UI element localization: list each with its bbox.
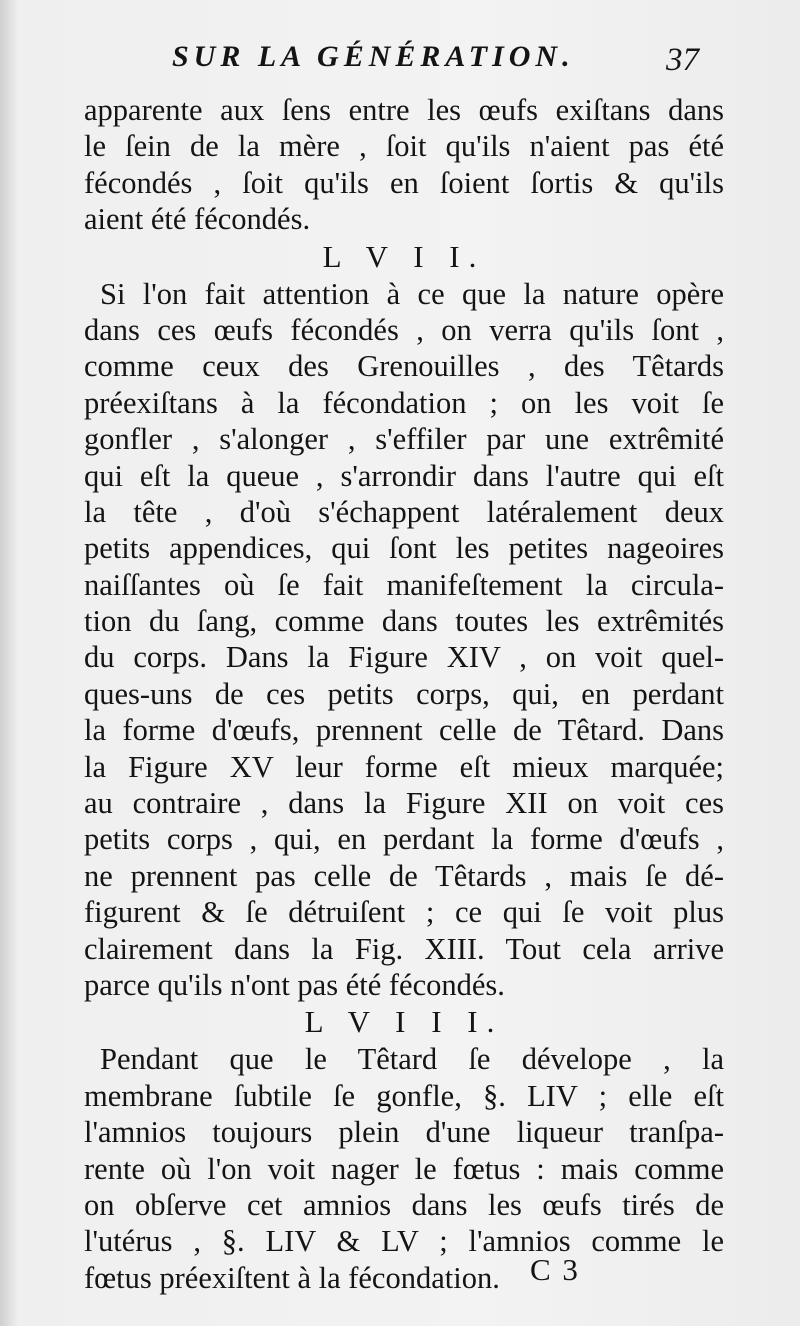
text-line: le ſein de la mère , ſoit qu'ils n'aient pas été [84,129,724,164]
text-line: ne prennent pas celle de Têtards , mais ſe dé- [84,858,724,893]
text-line: la forme d'œufs, prennent celle de Têtard. Dans [84,713,724,748]
text-line: comme ceux des Grenouilles , des Têtards [84,349,724,384]
section-heading-57: L V I I. [322,238,486,274]
text-line: aient été fécondés. [84,202,311,237]
text-line: fœtus préexiſtent à la fécondation. [84,1260,500,1295]
text-line: petits corps , qui, en perdant la forme d'œufs , [84,822,724,857]
text-line: rente où l'on voit nager le fœtus : mais comme [84,1151,724,1186]
text-line: qui eſt la queue , s'arrondir dans l'autre qui eſt [84,458,724,493]
text-line: gonfler , s'alonger , s'effiler par une extrêmité [84,422,724,457]
page-header [0,40,800,90]
text-line: préexiſtans à la fécondation ; on les voit ſe [84,385,724,420]
signature-mark: C 3 [530,1252,580,1287]
page-number: 37 [666,42,699,78]
text-line: du corps. Dans la Figure XIV , on voit quel- [84,640,724,675]
text-line: petits appendices, qui ſont les petites nageoires [84,531,724,566]
text-line: clairement dans la Fig. XIII. Tout cela arrive [84,931,724,966]
text-line: figurent & ſe détruiſent ; ce qui ſe voit plus [84,895,724,930]
text-line: au contraire , dans la Figure XII on voit ces [84,786,724,821]
text-line: apparente aux ſens entre les œufs exiſtans dans [84,93,724,127]
text-line: l'utérus , §. LIV & LV ; l'amnios comme le [84,1224,724,1259]
section-heading-58: L V I I I. [304,1004,504,1040]
text-line: Si l'on fait attention à ce que la nature opère [100,276,724,311]
text-line: l'amnios toujours plein d'une liqueur tranſpa- [84,1115,724,1150]
running-title: SUR LA GÉNÉRATION. [172,40,575,73]
text-line: la Figure XV leur forme eſt mieux marquée; [84,749,724,784]
text-line: ques-uns de ces petits corps, qui, en perdant [84,676,724,711]
text-line: fécondés , ſoit qu'ils en ſoient ſortis & qu'ils [84,165,724,200]
text-line: membrane ſubtile ſe gonfle, §. LIV ; elle eſt [84,1078,724,1113]
text-line: tion du ſang, comme dans toutes les extrêmités [84,604,724,639]
text-line: dans ces œufs fécondés , on verra qu'ils ſont , [84,312,724,347]
text-line: on obſerve cet amnios dans les œufs tirés de [84,1187,724,1222]
page-body [84,92,724,1296]
text-line: parce qu'ils n'ont pas été fécondés. [84,967,505,1002]
text-line: la tête , d'où s'échappent latéralement deux [84,494,724,529]
text-line: Pendant que le Têtard ſe dévelope , la [100,1042,724,1077]
text-line: naiſſantes où ſe fait manifeſtement la circula- [84,567,724,602]
